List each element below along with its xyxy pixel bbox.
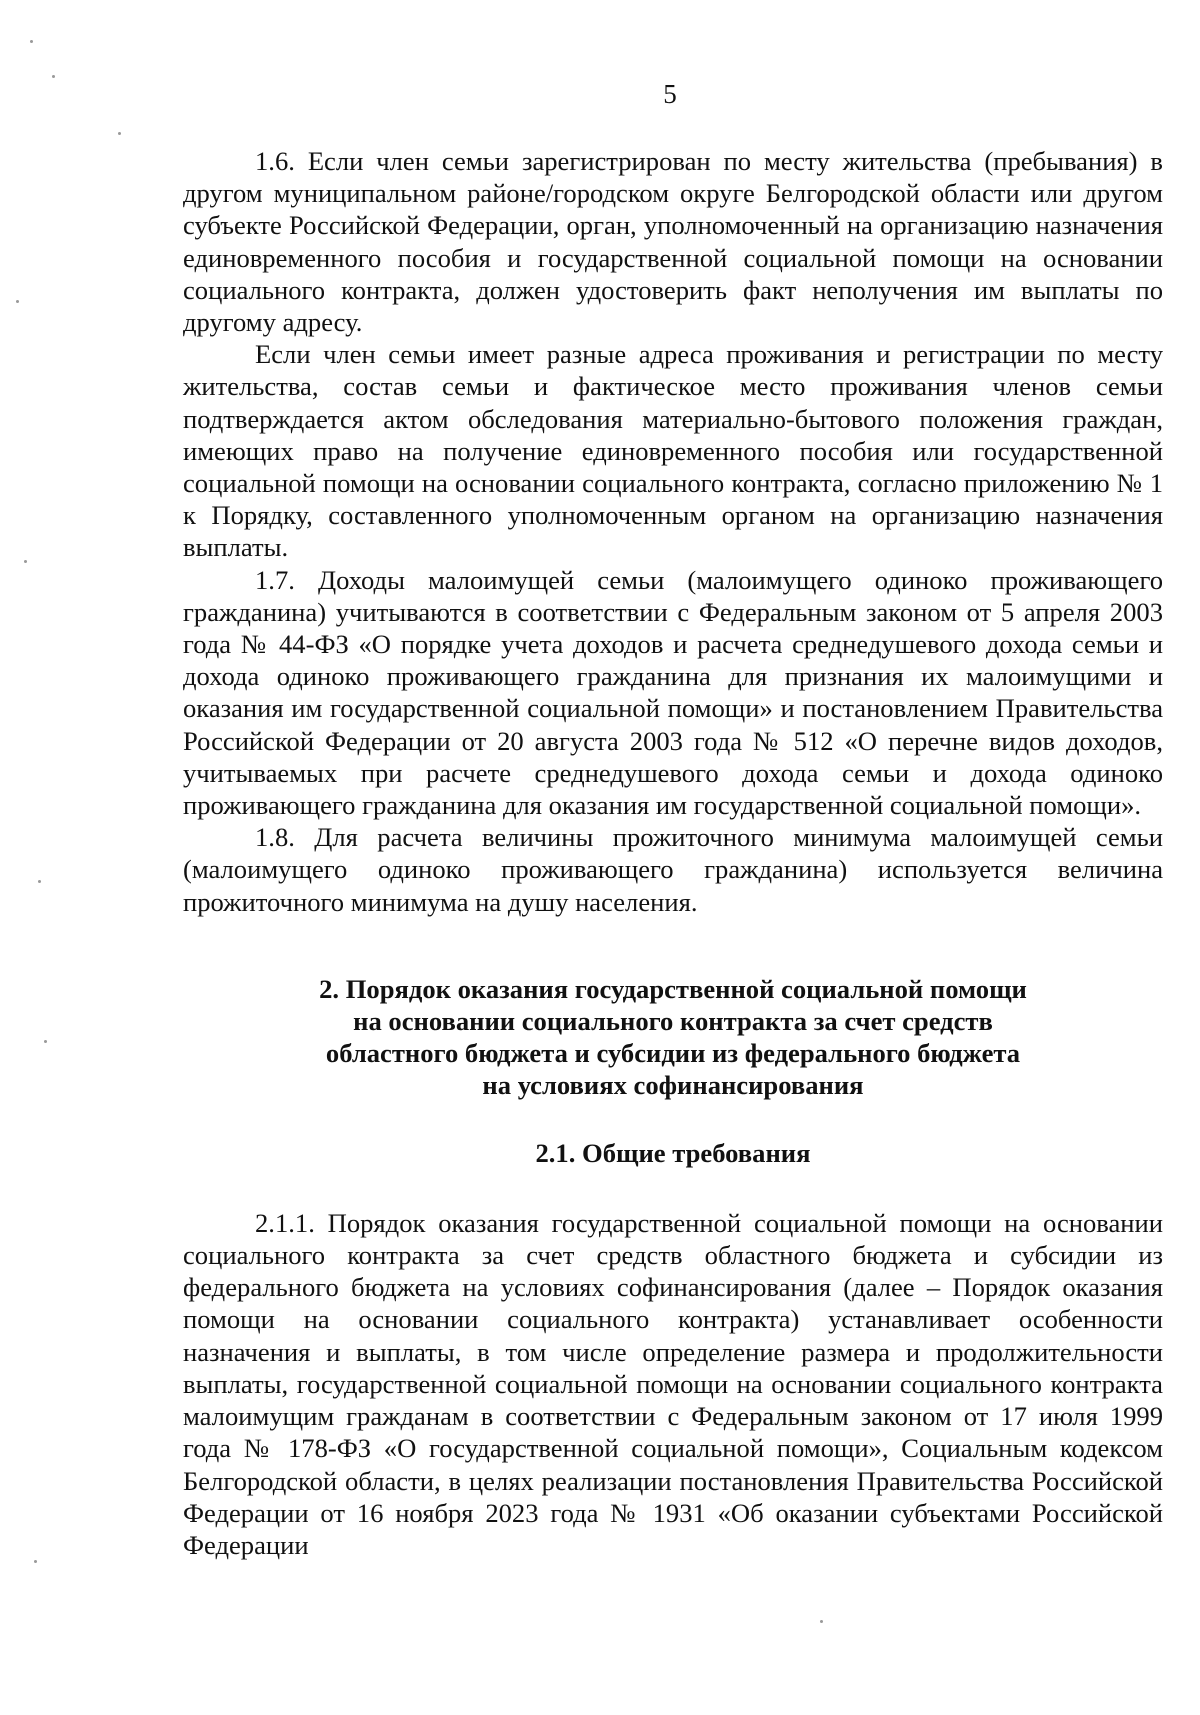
page-number: 5 — [663, 79, 677, 109]
section-heading-line: на условиях софинансирования — [482, 1069, 864, 1100]
scan-speck — [30, 40, 33, 43]
subsection-heading: 2.1. Общие требования — [535, 1137, 811, 1168]
paragraph-residence-address: Если член семьи имеет разные адреса проживания и регистрации по месту жительства, состав семьи и фактическое место проживания членов семьи подтверждается актом обследования материально-бытового положения граждан, имеющих право на получение единовременного пособия или государственной социальной помощи на основании социального контракта, согласно приложению № 1 к Порядку, составленного уполномоченным органом на организацию назначения выплаты. — [183, 339, 1163, 563]
document-body — [183, 145, 1163, 1561]
section-heading — [183, 973, 1163, 1101]
paragraph-1-8: 1.8. Для расчета величины прожиточного минимума малоимущей семьи (малоимущего одиноко проживающего гражданина) используется величина прожиточного минимума на душу населения. — [183, 822, 1163, 917]
paragraph-1-7: 1.7. Доходы малоимущей семьи (малоимущего одиноко проживающего гражданина) учитываются в соответствии с Федеральным законом от 5 апреля 2003 года № 44-ФЗ «О порядке учета доходов и расчета среднедушевого дохода семьи и дохода одиноко проживающего гражданина для признания их малоимущими и оказания им государственной социальной помощи» и постановлением Правительства Российской Федерации от 20 августа 2003 года № 512 «О перечне видов доходов, учитываемых при расчете среднедушевого дохода семьи и дохода одиноко проживающего гражданина для оказания им государственной социальной помощи». — [183, 564, 1163, 821]
scan-speck — [16, 300, 19, 303]
section-heading-line: на основании социального контракта за счет средств — [353, 1005, 993, 1036]
scan-speck — [820, 1620, 823, 1623]
scan-speck — [38, 880, 41, 883]
paragraph-1-6: 1.6. Если член семьи зарегистрирован по месту жительства (пребывания) в другом муниципальном районе/городском округе Белгородской области или другом субъекте Российской Федерации, орган, уполномоченный на организацию назначения единовременного пособия и государственной социальной помощи на основании социального контракта, должен удостоверить факт неполучения им выплаты по другому адресу. — [183, 146, 1163, 338]
scan-speck — [44, 1040, 47, 1043]
section-heading-line: 2. Порядок оказания государственной социальной помощи — [319, 973, 1027, 1004]
scan-speck — [24, 560, 27, 563]
scan-speck — [34, 1560, 37, 1563]
paragraph-2-1-1: 2.1.1. Порядок оказания государственной социальной помощи на основании социального контракта за счет средств областного бюджета и субсидии из федерального бюджета на условиях софинансирования (далее – Порядок оказания помощи на основании социального контракта) устанавливает особенности назначения и выплаты, в том числе определение размера и продолжительности выплаты, государственной социальной помощи на основании социального контракта малоимущим гражданам в соответствии с Федеральным законом от 17 июля 1999 года № 178-ФЗ «О государственной социальной помощи», Социальным кодексом Белгородской области, в целях реализации постановления Правительства Российской Федерации от 16 ноября 2023 года № 1931 «Об оказании субъектами Российской Федерации — [183, 1207, 1163, 1560]
scan-speck — [118, 132, 121, 135]
section-heading-line: областного бюджета и субсидии из федерального бюджета — [325, 1037, 1021, 1068]
scan-speck — [52, 75, 55, 78]
